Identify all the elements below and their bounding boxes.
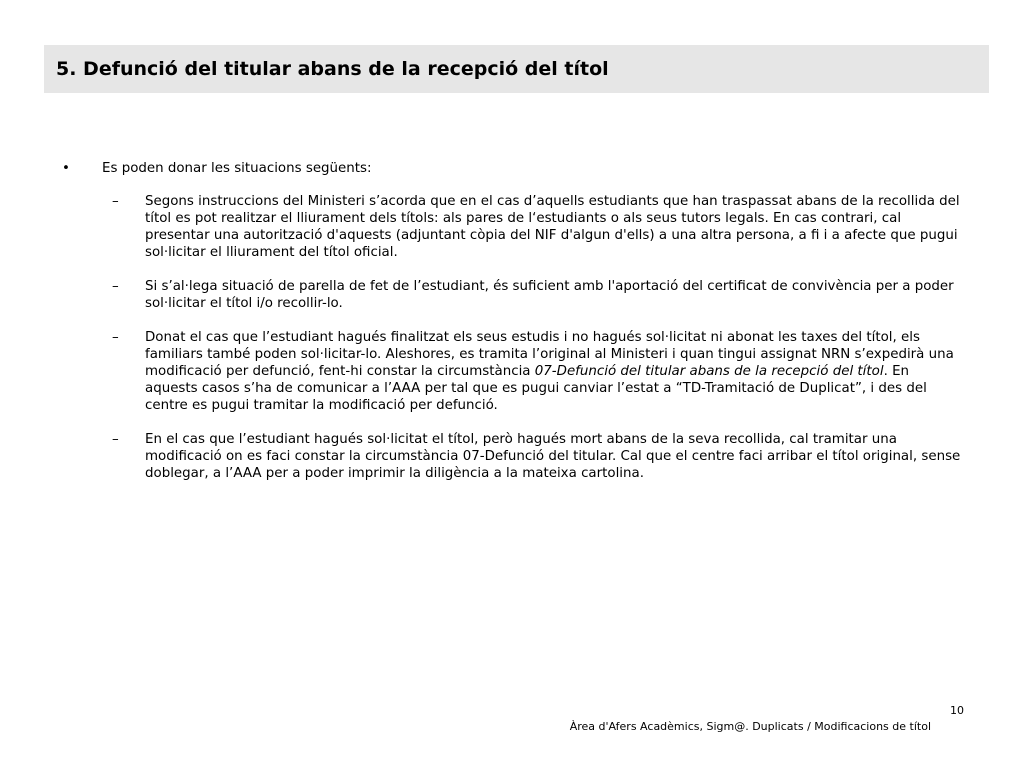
sub-item-1 [112,193,965,261]
bullet-mark: • [62,161,70,176]
dash-mark: – [112,279,119,294]
bullet-text: Es poden donar les situacions següents: [102,161,372,176]
sub-item-2 [112,278,965,312]
sub-item-text [145,329,965,414]
dash-mark: – [112,432,119,447]
title-bar [44,45,989,93]
slide-content [60,160,965,499]
sub-item-text-italic: 07-Defunció del titular abans de la recepció del títol [534,364,884,379]
bullet-item [60,160,965,177]
sub-item-text: En el cas que l’estudiant hagués sol·licitat el títol, però hagués mort abans de la seva recollida, cal tramitar una modificació on es faci constar la circumstància 07-Defunció del titular. Cal que el centre faci arribar el títol original, sense doblegar, a l’AAA per a poder imprimir la diligència a la mateixa cartolina. [145,432,961,481]
page-title: 5. Defunció del titular abans de la recepció del títol [56,58,609,80]
dash-mark: – [112,194,119,209]
sub-item-text: Si s’al·lega situació de parella de fet de l’estudiant, és suficient amb l'aportació del certificat de convivència per a poder sol·licitar el títol i/o recollir-lo. [145,279,954,311]
sub-item-text-after: . En aquests casos s’ha de comunicar a l’AAA per tal que es pugui canviar l’estat a “TD-Tramitació de Duplicat”, i des del centre es pugui tramitar la modificació per defunció. [145,364,927,413]
sub-item-4 [112,431,965,482]
sub-item-text: Segons instruccions del Ministeri s’acorda que en el cas d’aquells estudiants que han traspassat abans de la recollida del títol es pot realitzar el lliurament dels títols: als pares de l‘estudiants o als seus tutors legals. En cas contrari, cal presentar una autorització d'aquests (adjuntant còpia del NIF d'algun d'ells) a una altra persona, a fi i a afecte que pugui sol·licitar el lliurament del títol oficial. [145,194,960,260]
dash-mark: – [112,330,119,345]
sub-item-3 [112,329,965,414]
sub-item-text-before: Donat el cas que l’estudiant hagués finalitzat els seus estudis i no hagués sol·licitat ni abonat les taxes del títol, els familiars també poden sol·licitar-lo. Aleshores, es tramita l’original al Ministeri i quan tingui assignat NRN s’expedirà una modificació per defunció, fent-hi constar la circumstància [145,330,954,379]
page-number: 10 [950,704,964,717]
footer-text: Àrea d'Afers Acadèmics, Sigm@. Duplicats / Modificacions de títol [569,720,931,733]
